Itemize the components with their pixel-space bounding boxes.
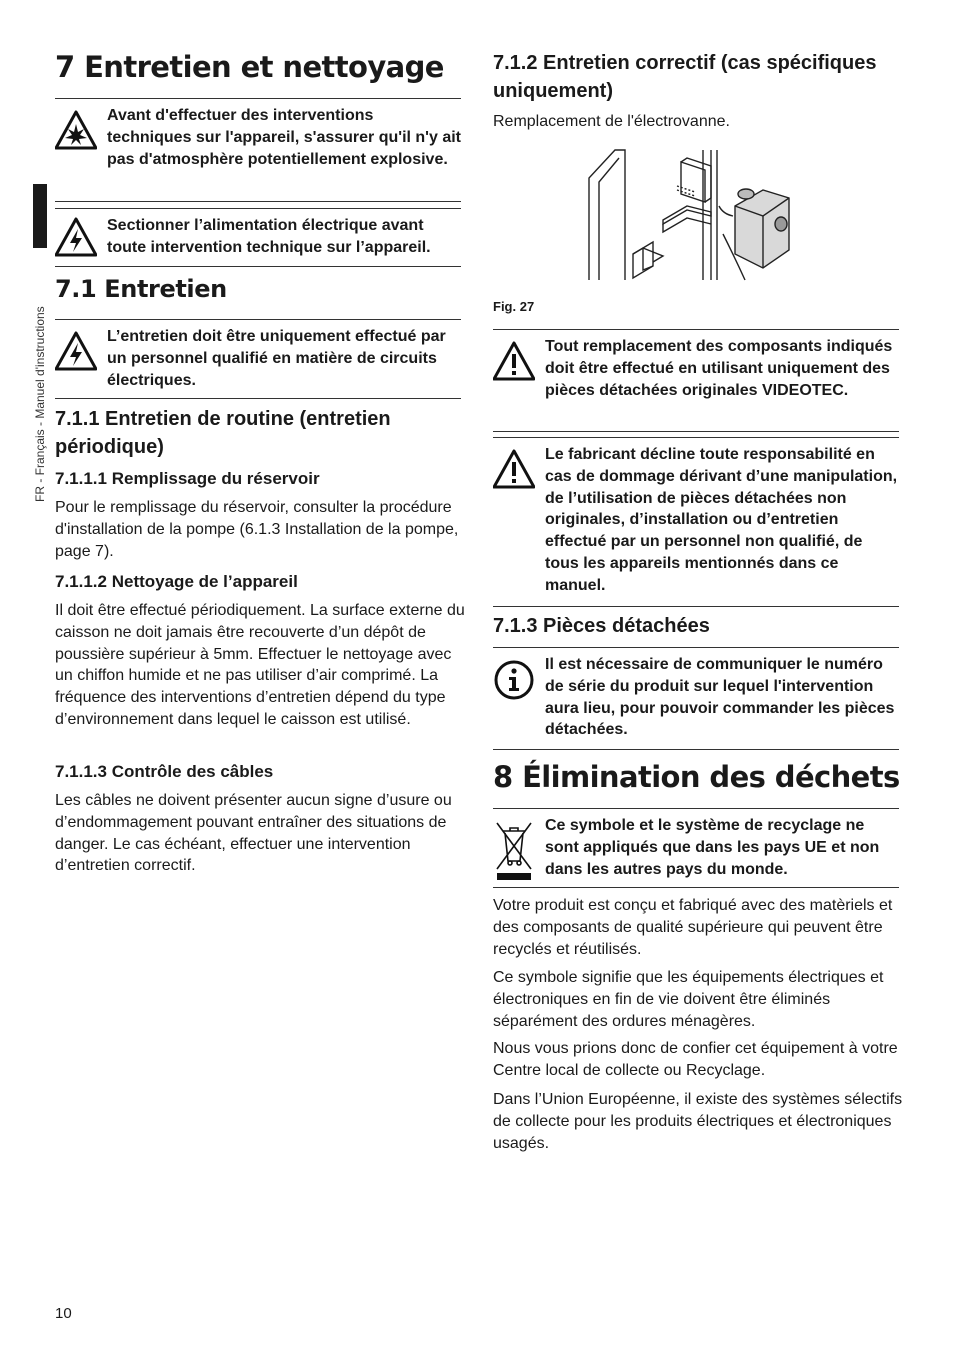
paragraph-eu-collection: Dans l’Union Européenne, il existe des systèmes sélectifs de collecte pour les produits électriques et électroniques usagés. [493, 1091, 903, 1152]
figure-27-illustration [585, 146, 815, 281]
chapter-8-title: 8 Élimination des déchets [493, 760, 900, 794]
weee-bin-icon [493, 819, 535, 881]
exclamation-warning-icon [493, 449, 535, 491]
paragraph-reservoir: Pour le remplissage du réservoir, consulter la procédure d'installation de la pompe (6.1.3 Installation de la pompe, page 7). [55, 499, 459, 560]
page-number: 10 [55, 1305, 72, 1322]
info-icon [493, 659, 535, 701]
section-7-1-1-2-title: 7.1.1.2 Nettoyage de l’appareil [55, 572, 298, 591]
warning-electric [55, 208, 461, 267]
warning-liability [493, 437, 899, 607]
warning-text: Avant d'effectuer des interventions techniques sur l'appareil, s'assurer qu'il n'y ait pas d'atmosphère potentiellement explosive. [107, 107, 461, 168]
explosion-warning-icon [55, 110, 97, 152]
weee-text: Ce symbole et le système de recyclage ne sont appliqués que dans les pays UE et non dans les autres pays du monde. [545, 817, 880, 878]
warning-original-parts [493, 329, 899, 432]
section-7-1-3-title: 7.1.3 Pièces détachées [493, 615, 710, 637]
section-7-1-1-title: 7.1.1 Entretien de routine (entretien périodique) [55, 408, 391, 458]
paragraph-symbol-meaning: Ce symbole signifie que les équipements électriques et électroniques en fin de vie doivent être éliminés séparément des ordures ménagères. [493, 969, 884, 1030]
warning-qualified-personnel [55, 319, 461, 399]
paragraph-collection-center: Nous vous prions donc de confier cet équipement à votre Centre local de collecte ou Recyclage. [493, 1040, 898, 1079]
warning-text: Sectionner l’alimentation électrique avant toute intervention technique sur l’appareil. [107, 217, 431, 256]
sidebar-marker [33, 184, 47, 248]
section-7-1-title: 7.1 Entretien [55, 275, 227, 303]
paragraph-cleaning: Il doit être effectué périodiquement. La surface externe du caisson ne doit jamais être recouverte d’un dépôt de poussière supérieur à 5mm. Effectuer le nettoyage avec un chiffon humide et ne pas utiliser d’air comprimé. La fréquence des interventions d’entretien dépend du type d’environnement dans lequel le caisson est utilisé. [55, 602, 465, 728]
exclamation-warning-icon [493, 341, 535, 383]
warning-text: Le fabricant décline toute responsabilité en cas de dommage dérivant d’une manipulation, de l’utilisation de pièces détachées non originales, d’installation ou d’entretien effectué par un personnel non qualifié, de tous les appareils mentionnés dans ce manuel. [545, 446, 898, 594]
section-7-1-1-3-title: 7.1.1.3 Contrôle des câbles [55, 762, 274, 781]
paragraph-recycling-quality: Votre produit est conçu et fabriqué avec des matèriels et des composants de qualité supérieure qui peuvent être recyclés et réutilisés. [493, 897, 893, 958]
electric-hazard-icon [55, 331, 97, 373]
section-7-1-2-title: 7.1.2 Entretien correctif (cas spécifiques uniquement) [493, 52, 877, 102]
warning-text: Tout remplacement des composants indiqués doit être effectué en utilisant uniquement des pièces détachées originales VIDEOTEC. [545, 338, 893, 399]
paragraph-valve-replacement: Remplacement de l'électrovanne. [493, 113, 730, 130]
warning-text: L’entretien doit être uniquement effectué par un personnel qualifié en matière de circuits électriques. [107, 328, 446, 389]
figure-caption: Fig. 27 [493, 299, 535, 314]
paragraph-cables: Les câbles ne doivent présenter aucun signe d’usure ou d’endommagement pouvant entraîner des situations de danger. Le cas échéant, effectuer une intervention d’entretien correctif. [55, 792, 452, 875]
weee-notice [493, 808, 899, 888]
sidebar-label: FR - Français - Manuel d'instructions [33, 306, 47, 502]
info-text: Il est nécessaire de communiquer le numéro de série du produit sur lequel l'intervention aura lieu, pour pouvoir commander les pièces détachées. [545, 656, 895, 739]
section-7-1-1-1-title: 7.1.1.1 Remplissage du réservoir [55, 469, 320, 488]
info-serial-number [493, 647, 899, 750]
chapter-7-title: 7 Entretien et nettoyage [55, 50, 444, 84]
warning-explosive [55, 98, 461, 202]
electric-hazard-icon [55, 217, 97, 259]
